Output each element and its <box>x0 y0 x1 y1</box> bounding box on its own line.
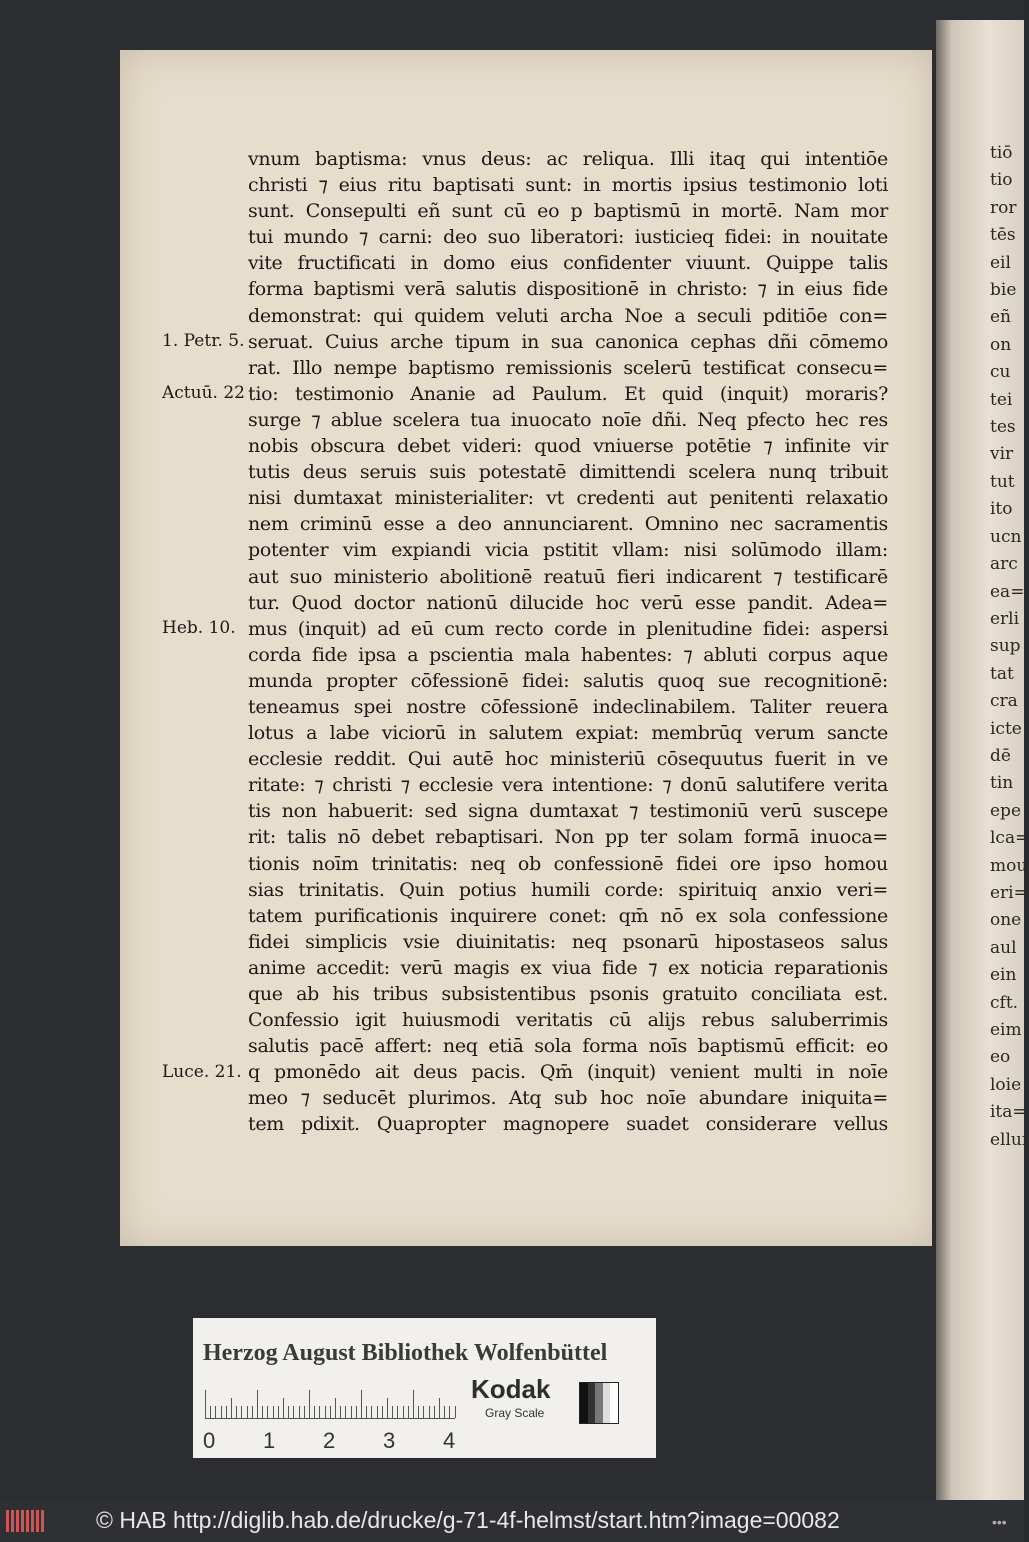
ruler-tick <box>444 1406 445 1418</box>
ruler-tick <box>210 1406 211 1418</box>
margin-note: Heb. 10. <box>162 617 236 638</box>
text-line: anime accedit: verū magis ex viua fide ⁊ ex noticia reparationis <box>248 956 888 979</box>
ruler-tick <box>309 1390 310 1418</box>
facing-page-fragment: cra <box>990 691 1018 712</box>
text-line: Confessio igit huiusmodi veritatis cū alijs rebus saluberrimis <box>248 1009 888 1032</box>
ruler <box>205 1388 455 1419</box>
facing-page-fragment: eo <box>990 1047 1011 1068</box>
hab-logo-icon <box>6 1508 46 1534</box>
ruler-tick <box>226 1406 227 1418</box>
facing-page-fragment: tut <box>990 471 1015 492</box>
facing-page-fragment: ita= <box>990 1102 1027 1123</box>
ruler-tick <box>314 1406 315 1418</box>
facing-page-fragment: cu <box>990 362 1011 383</box>
ruler-tick <box>288 1406 289 1418</box>
ruler-tick <box>397 1406 398 1418</box>
facing-page-fragment: ito <box>990 499 1013 520</box>
text-line: surge ⁊ ablue scelera tua inuocato noīe dñi. Neq pfecto hec res <box>248 408 888 431</box>
text-line: munda propter cōfessionē fidei: salutis quoq sue recognitionē: <box>248 669 888 692</box>
ruler-tick <box>293 1406 294 1418</box>
facing-page-fragment: sup <box>990 636 1021 657</box>
ruler-tick <box>356 1406 357 1418</box>
text-line: potenter vim expiandi vicia pstitit vllam: nisi solūmodo illam: <box>248 539 888 562</box>
facing-page-fragment: tio <box>990 170 1013 191</box>
ruler-tick <box>283 1398 284 1418</box>
facing-page-fragment: eñ <box>990 307 1012 328</box>
text-line: tui mundo ⁊ carni: deo suo liberatori: iusticieq fidei: in nouitate <box>248 226 888 249</box>
facing-page-fragment: cft. <box>990 992 1019 1013</box>
text-line: rat. Illo nempe baptismo remissionis scelerū testificat consecu= <box>248 356 888 379</box>
text-line: corda fide ipsa a pscientia mala habentes: ⁊ abluti corpus aque <box>248 643 888 666</box>
facing-page-fragment: icte <box>990 718 1022 739</box>
ruler-tick <box>439 1398 440 1418</box>
text-line: christi ⁊ eius ritu baptisati sunt: in mortis ipsius testimonio loti <box>248 174 888 197</box>
ruler-tick <box>319 1406 320 1418</box>
text-line: vite fructificati in domo eius confidenter viuunt. Quippe talis <box>248 252 888 275</box>
footer-bar <box>0 1500 1024 1542</box>
text-line: ritate: ⁊ christi ⁊ ecclesie vera intentione: ⁊ donū salutifere verita <box>248 774 888 797</box>
text-line: demonstrat: qui quidem veluti archa Noe a seculi pditiōe con= <box>248 304 888 327</box>
text-line: tio: testimonio Ananie ad Paulum. Et quid (inquit) moraris? <box>248 382 888 405</box>
text-line: ecclesie reddit. Qui autē hoc ministeriū cōsequutus fuerit in ve <box>248 748 888 771</box>
ruler-tick <box>299 1406 300 1418</box>
ruler-tick <box>304 1406 305 1418</box>
facing-page-fragment: dē <box>990 745 1011 766</box>
ruler-number: 3 <box>383 1428 396 1453</box>
text-line: tatem purificationis inquirere conet: qm̄ nō ex sola confessione <box>248 904 888 927</box>
margin-note: Luce. 21. <box>162 1061 242 1082</box>
ruler-tick <box>387 1398 388 1418</box>
kodak-logo: Kodak <box>471 1374 551 1404</box>
text-line: nobis obscura debet videri: quod vniuerse potētie ⁊ infinite vir <box>248 435 888 458</box>
ruler-tick <box>247 1406 248 1418</box>
facing-page-fragment: tin <box>990 773 1014 794</box>
ruler-number: 1 <box>263 1428 276 1453</box>
facing-page-fragment: ror <box>990 197 1017 218</box>
text-line: tis non habuerit: sed signa dumtaxat ⁊ testimoniū verū suscepe <box>248 800 888 823</box>
facing-page-fragment: aul <box>990 937 1017 958</box>
ruler-tick <box>205 1390 206 1418</box>
facing-page-fragment: loie <box>990 1074 1022 1095</box>
ruler-tick <box>366 1406 367 1418</box>
institution-label: Herzog August Bibliothek Wolfenbüttel <box>203 1340 608 1366</box>
text-line: q pmonēdo ait deus pacis. Qm̄ (inquit) venient multi in noīe <box>248 1061 888 1084</box>
facing-page-fragment: bie <box>990 280 1017 301</box>
ruler-tick <box>408 1406 409 1418</box>
text-line: seruat. Cuius arche tipum in sua canonica cephas dñi cōmemo <box>248 330 888 353</box>
ruler-tick <box>382 1406 383 1418</box>
text-line: nem criminū esse a deo annunciarent. Omnino nec sacramentis <box>248 513 888 536</box>
margin-note: Actuū. 22 <box>162 382 245 403</box>
ruler-tick <box>262 1406 263 1418</box>
text-line: vnum baptisma: vnus deus: ac reliqua. Illi itaq qui intentiōe <box>248 148 888 170</box>
facing-page-fragment: eri= <box>990 882 1028 903</box>
facing-page-fragment: ucn <box>990 526 1022 547</box>
text-line: aut suo ministerio abolitionē reatuū fieri indicarent ⁊ testificarē <box>248 565 888 588</box>
margin-note: 1. Petr. 5. <box>162 330 245 351</box>
facing-page-fragment: erli <box>990 608 1020 629</box>
ruler-tick <box>257 1390 258 1418</box>
ruler-tick <box>273 1406 274 1418</box>
text-line: sias trinitatis. Quin potius humili corde: spirituiq anxio veri= <box>248 878 888 901</box>
text-line: mus (inquit) ad eū cum recto corde in plenitudine fidei: aspersi <box>248 617 888 640</box>
ruler-tick <box>351 1406 352 1418</box>
ruler-tick <box>434 1406 435 1418</box>
ruler-tick <box>221 1406 222 1418</box>
ruler-tick <box>330 1406 331 1418</box>
ruler-tick <box>335 1398 336 1418</box>
ruler-tick <box>236 1406 237 1418</box>
text-line: meo ⁊ seducēt plurimos. Atq sub hoc noīe abundare iniquita= <box>248 1087 888 1110</box>
ruler-tick <box>392 1406 393 1418</box>
facing-page-fragment: tes <box>990 417 1016 438</box>
text-line: forma baptismi verā salutis dispositionē in christo: ⁊ in eius fide <box>248 278 888 301</box>
facing-page-fragment: tei <box>990 389 1013 410</box>
facing-page-fragment: tēs <box>990 225 1016 246</box>
facing-page-fragment: elluı <box>990 1129 1028 1150</box>
ruler-tick <box>423 1406 424 1418</box>
ruler-tick <box>345 1406 346 1418</box>
facing-page-fragment: eim <box>990 1020 1022 1040</box>
source-link[interactable]: © HAB http://diglib.hab.de/drucke/g-71-4f-helmst/start.htm?image=00082 <box>96 1507 840 1533</box>
facing-page-fragment: tiō <box>990 143 1013 163</box>
ruler-tick <box>455 1406 456 1418</box>
text-line: lotus a labe viciorū in salutem expiat: membrūq verum sancte <box>248 722 888 745</box>
ruler-tick <box>361 1390 362 1418</box>
ruler-number: 4 <box>443 1428 456 1453</box>
text-line: salutis pacē affert: neq etiā sola forma noīs baptismū efficit: eo <box>248 1035 888 1058</box>
facing-page-fragment: lca= <box>990 828 1029 849</box>
facing-page-fragment: arc <box>990 554 1018 575</box>
text-line: tionis noīm trinitatis: neq ob confessionē fidei ore ipso homou <box>248 852 888 875</box>
text-line: sunt. Consepulti eñ sunt cū eo p baptismū in mortē. Nam mor <box>248 200 888 223</box>
ruler-tick <box>231 1398 232 1418</box>
ruler-tick <box>252 1406 253 1418</box>
ruler-tick <box>418 1406 419 1418</box>
ruler-tick <box>325 1406 326 1418</box>
more-icon[interactable]: ••• <box>992 1514 1007 1530</box>
text-line: tem pdixit. Quapropter magnopere suadet considerare vellus <box>248 1113 888 1136</box>
facing-page-fragment: ea= <box>990 581 1025 602</box>
facing-page-fragment: ein <box>990 965 1017 986</box>
ruler-tick <box>267 1406 268 1418</box>
main-text-block <box>248 146 888 1138</box>
book-page <box>120 50 932 1246</box>
ruler-tick <box>377 1406 378 1418</box>
text-line: nisi dumtaxat ministerialiter: vt credenti aut penitenti relaxatio <box>248 487 888 510</box>
gray-scale-label: Gray Scale <box>485 1406 545 1420</box>
facing-page-fragment: tat <box>990 663 1014 684</box>
text-line: tutis deus seruis suis potestatē dimittendi scelera nunq tribuit <box>248 461 888 484</box>
facing-page-fragment: one <box>990 910 1022 931</box>
facing-page-fragment: eil <box>990 252 1011 273</box>
ruler-tick <box>371 1406 372 1418</box>
facing-page-fragment: epe <box>990 800 1022 821</box>
text-line: teneamus spei nostre cōfessionē indeclinabilem. Taliter reuera <box>248 695 888 718</box>
ruler-tick <box>429 1406 430 1418</box>
text-line: tur. Quod doctor nationū dilucide hoc verū esse pandit. Adea= <box>248 591 888 614</box>
ruler-tick <box>403 1406 404 1418</box>
ruler-tick <box>241 1406 242 1418</box>
ruler-tick <box>449 1406 450 1418</box>
text-line: fidei simplicis vsie diuinitatis: neq psonarū hipostaseos salus <box>248 930 888 953</box>
ruler-tick <box>340 1406 341 1418</box>
ruler-tick <box>278 1406 279 1418</box>
ruler-tick <box>413 1390 414 1418</box>
ruler-tick <box>215 1406 216 1418</box>
facing-page-fragment: mou <box>990 855 1028 876</box>
facing-page-fragment: vir <box>990 444 1014 465</box>
text-line: rit: talis nō debet rebaptisari. Non pp ter solam formā inuoca= <box>248 826 888 849</box>
color-calibration-bar <box>193 1318 656 1458</box>
gray-scale-swatch <box>579 1382 619 1424</box>
facing-page-text <box>990 140 1029 1154</box>
ruler-number: 0 <box>203 1428 216 1453</box>
ruler-number: 2 <box>323 1428 336 1453</box>
text-line: que ab his tribus subsistentibus psonis gratuito conciliata est. <box>248 983 888 1005</box>
facing-page-fragment: on <box>990 334 1012 355</box>
